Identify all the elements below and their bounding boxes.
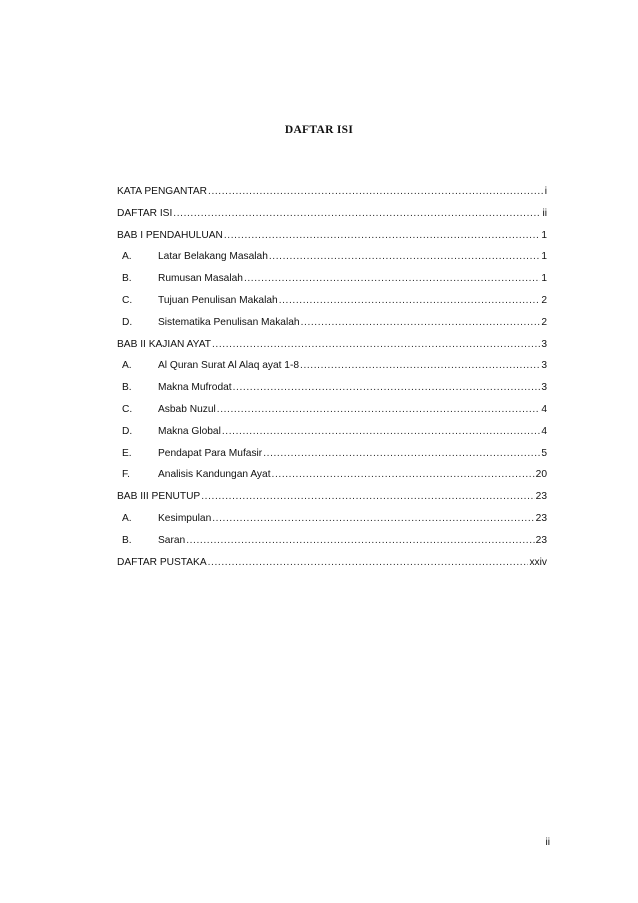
toc-entry-label: BAB II KAJIAN AYAT: [117, 338, 211, 350]
toc-dot-leader: [233, 382, 541, 393]
toc-entry-letter: B.: [122, 382, 132, 394]
toc-dot-leader: [300, 360, 540, 371]
toc-entry-page: 2: [541, 294, 547, 306]
toc-dot-leader: [173, 208, 541, 219]
toc-entry-label: KATA PENGANTAR: [117, 186, 208, 197]
toc-entry-label: Sistematika Penulisan Makalah: [158, 316, 300, 328]
toc-entry-page: 20: [535, 469, 547, 481]
toc-dot-leader: [212, 513, 534, 524]
toc-entry-label: Analisis Kandungan Ayat: [158, 469, 271, 481]
toc-entry-page: xxiv: [529, 556, 547, 568]
toc-entry-page: 23: [535, 512, 547, 524]
toc-entry-page: 4: [541, 403, 547, 415]
toc-dot-leader: [208, 186, 544, 197]
footer-page-number: ii: [545, 837, 550, 848]
toc-entry-daftar-isi: [117, 208, 547, 230]
toc-dot-leader: [263, 448, 540, 459]
toc-subentry: [117, 513, 547, 535]
toc-subentry: [117, 251, 547, 273]
toc-entry-page: 4: [541, 425, 547, 437]
toc-subentry: [117, 317, 547, 339]
toc-entry-label: DAFTAR PUSTAKA: [117, 556, 207, 568]
toc-subentry: [117, 448, 547, 470]
toc-entry-page: 3: [541, 382, 547, 394]
toc-dot-leader: [217, 404, 541, 415]
toc-entry-bab-3: [117, 491, 547, 513]
toc-entry-kata-pengantar: [117, 186, 547, 208]
toc-entry-letter: D.: [122, 316, 133, 328]
toc-entry-letter: A.: [122, 360, 132, 372]
toc-entry-page: 1: [541, 229, 547, 241]
toc-entry-label: Tujuan Penulisan Makalah: [158, 294, 278, 306]
toc-entry-bab-1: [117, 230, 547, 252]
toc-entry-letter: E.: [122, 447, 132, 459]
toc-entry-letter: D.: [122, 425, 133, 437]
toc-entry-page: 5: [541, 447, 547, 459]
toc-subentry: [117, 295, 547, 317]
toc-entry-page: 2: [541, 316, 547, 328]
toc-entry-label: BAB I PENDAHULUAN: [117, 229, 223, 241]
toc-entry-label: Al Quran Surat Al Alaq ayat 1-8: [158, 360, 300, 372]
toc-dot-leader: [208, 557, 529, 568]
toc-entry-bab-2: [117, 339, 547, 361]
toc-subentry: [117, 382, 547, 404]
page-title: DAFTAR ISI: [284, 124, 354, 136]
toc-entry-label: BAB III PENUTUP: [117, 491, 201, 503]
toc-entry-label: Rumusan Masalah: [158, 273, 243, 285]
toc-subentry: [117, 404, 547, 426]
table-of-contents: [117, 186, 547, 578]
toc-subentry: [117, 360, 547, 382]
toc-dot-leader: [212, 339, 540, 350]
toc-entry-letter: F.: [122, 469, 130, 481]
toc-entry-page: ii: [542, 207, 547, 219]
toc-entry-label: Asbab Nuzul: [158, 403, 216, 415]
toc-entry-letter: B.: [122, 273, 132, 285]
toc-subentry: [117, 273, 547, 295]
toc-dot-leader: [301, 317, 541, 328]
toc-entry-label: Latar Belakang Masalah: [158, 251, 268, 263]
toc-entry-letter: C.: [122, 294, 133, 306]
toc-dot-leader: [244, 273, 540, 284]
toc-entry-page: i: [544, 186, 547, 197]
toc-entry-letter: B.: [122, 534, 132, 546]
toc-entry-page: 3: [541, 338, 547, 350]
toc-dot-leader: [224, 230, 540, 241]
toc-entry-label: Saran: [158, 534, 186, 546]
toc-entry-letter: A.: [122, 251, 132, 263]
toc-dot-leader: [269, 251, 540, 262]
toc-entry-daftar-pustaka: [117, 557, 547, 579]
toc-entry-label: DAFTAR ISI: [117, 207, 173, 219]
toc-dot-leader: [201, 491, 534, 502]
toc-subentry: [117, 535, 547, 557]
toc-subentry: [117, 426, 547, 448]
toc-entry-label: Pendapat Para Mufasir: [158, 447, 263, 459]
toc-entry-page: 23: [535, 534, 547, 546]
toc-entry-label: Kesimpulan: [158, 512, 212, 524]
toc-entry-label: Makna Global: [158, 425, 221, 437]
toc-entry-page: 23: [535, 491, 547, 503]
toc-entry-page: 1: [541, 273, 547, 285]
toc-entry-label: Makna Mufrodat: [158, 382, 232, 394]
toc-entry-page: 1: [541, 251, 547, 263]
toc-dot-leader: [186, 535, 534, 546]
toc-dot-leader: [279, 295, 541, 306]
toc-dot-leader: [272, 469, 535, 480]
toc-entry-letter: C.: [122, 403, 133, 415]
toc-entry-letter: A.: [122, 512, 132, 524]
toc-entry-page: 3: [541, 360, 547, 372]
toc-subentry: [117, 469, 547, 491]
toc-dot-leader: [222, 426, 540, 437]
